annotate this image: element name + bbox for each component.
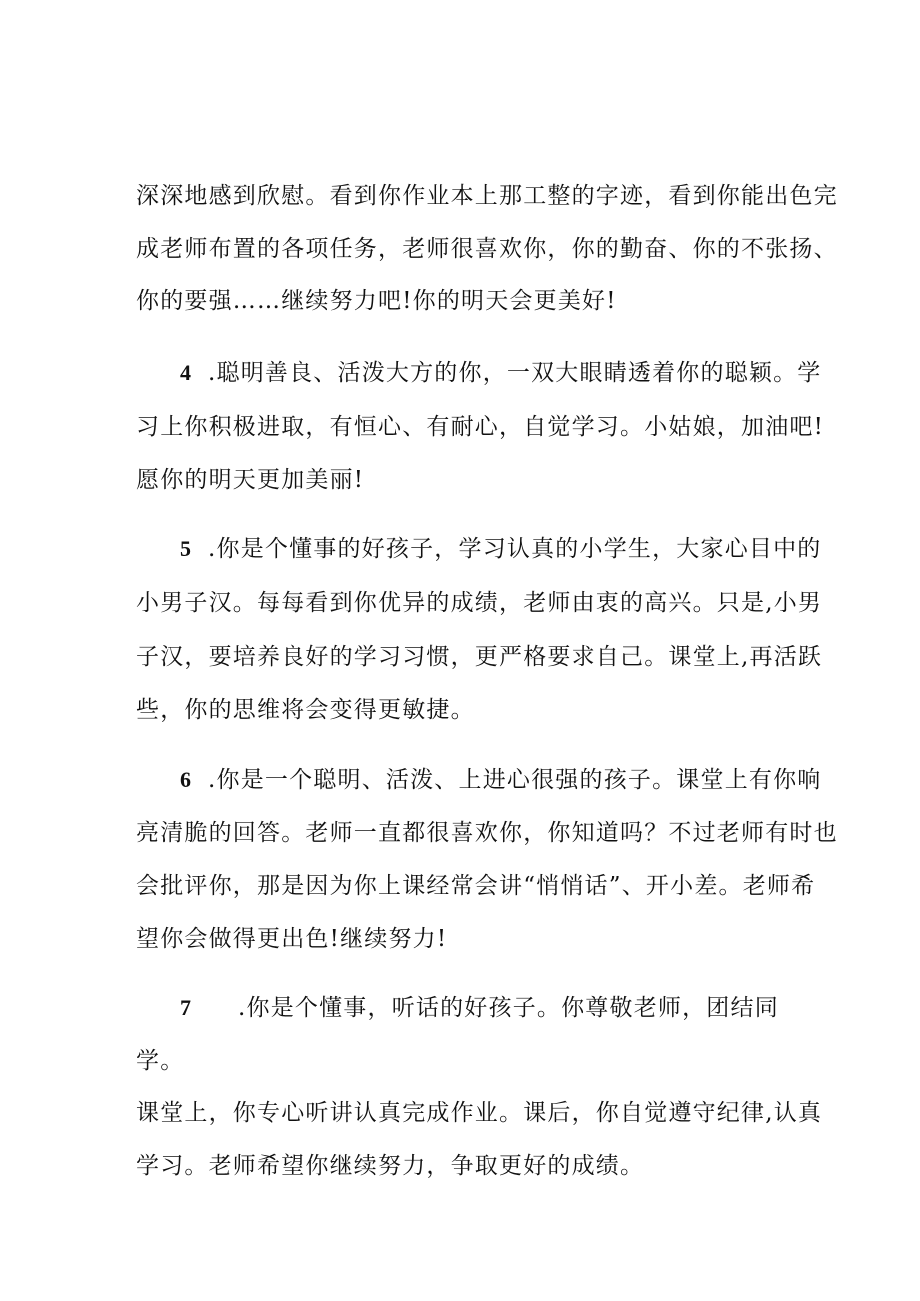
paragraph-4-first-line [180, 356, 822, 390]
paragraph-7-first-line [180, 991, 779, 1025]
paragraph-number: 4 [180, 360, 193, 385]
text-line: 些，你的思维将会变得更敏捷。 [136, 697, 475, 723]
text-line: .你是一个聪明、活泼、上进心很强的孩子。课堂上有你响 [208, 767, 822, 793]
paragraph-number: 5 [180, 536, 193, 561]
text-line: 习上你积极进取，有恒心、有耐心，自觉学习。小姑娘，加油吧! [136, 414, 825, 440]
text-line: 小男子汉。每每看到你优异的成绩，老师由衷的高兴。只是,小男 [136, 590, 823, 616]
text-line: 课堂上，你专心听讲认真完成作业。课后，你自觉遵守纪律,认真 [136, 1100, 823, 1126]
text-line: 愿你的明天更加美丽! [136, 467, 365, 493]
paragraph-5-first-line [180, 532, 822, 566]
text-line: 你的要强……继续努力吧!你的明天会更美好! [136, 288, 617, 314]
text-line: 子汉，要培养良好的学习习惯，更严格要求自己。课堂上,再活跃 [136, 644, 823, 670]
text-line: 望你会做得更出色!继续努力! [136, 926, 448, 952]
text-line: 深深地感到欣慰。看到你作业本上那工整的字迹，看到你能出色完 [136, 183, 838, 209]
text-line: 学习。老师希望你继续努力，争取更好的成绩。 [136, 1153, 645, 1179]
paragraph-number: 7 [180, 995, 193, 1020]
text-line: 成老师布置的各项任务，老师很喜欢你，你的勤奋、你的不张扬、 [136, 236, 838, 262]
text-line: 会批评你，那是因为你上课经常会讲“悄悄话”、开小差。老师希 [136, 873, 816, 899]
paragraph-6-first-line [180, 763, 822, 797]
text-line: 学。 [136, 1048, 185, 1074]
text-line: .你是个懂事的好孩子，学习认真的小学生，大家心目中的 [208, 536, 822, 562]
text-line: 亮清脆的回答。老师一直都很喜欢你，你知道吗？不过老师有时也 [136, 820, 838, 846]
text-line: .你是个懂事，听话的好孩子。你尊敬老师，团结同 [238, 995, 779, 1021]
text-line: .聪明善良、活泼大方的你，一双大眼睛透着你的聪颖。学 [208, 360, 822, 386]
paragraph-number: 6 [180, 767, 193, 792]
